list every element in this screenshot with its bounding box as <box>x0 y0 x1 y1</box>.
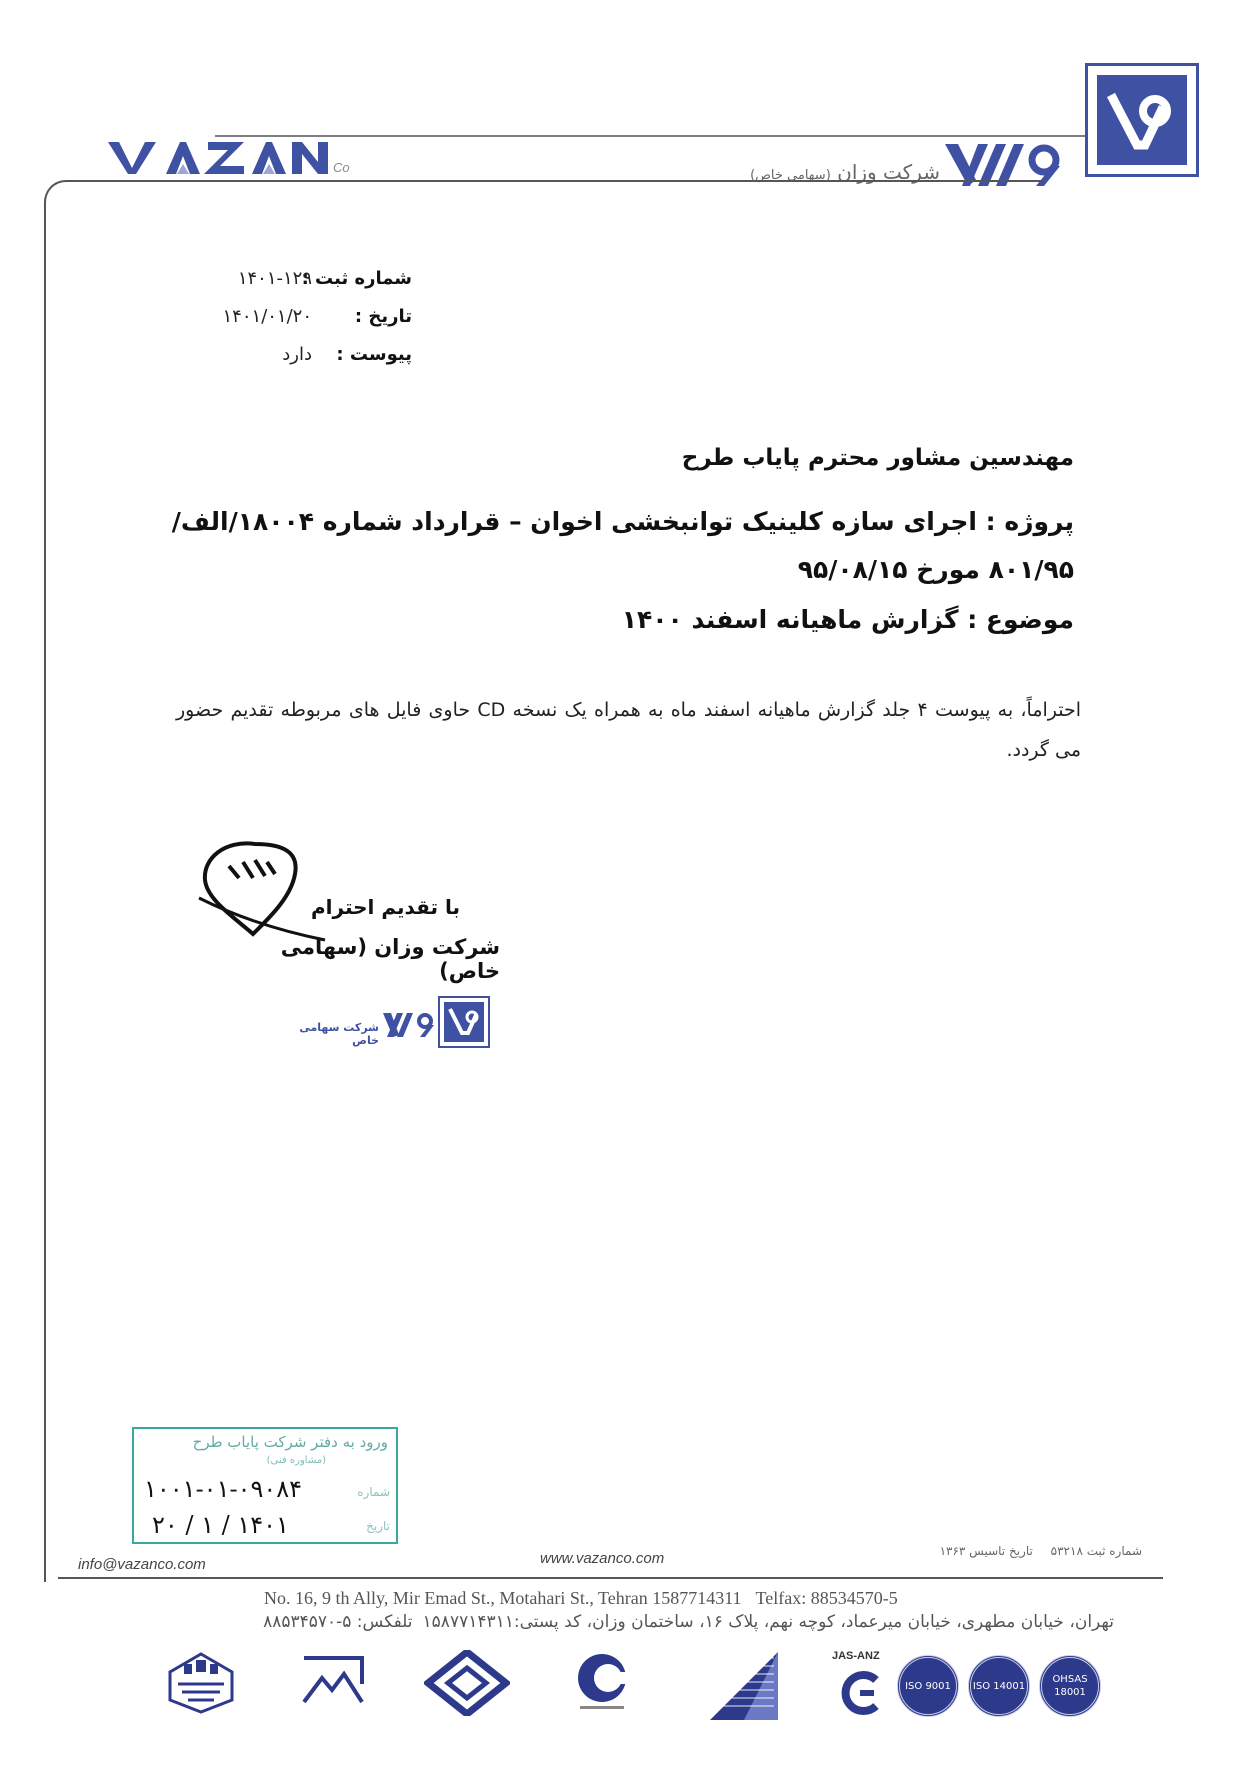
addressee: مهندسین مشاور محترم پایاب طرح <box>681 445 1074 471</box>
header-rule <box>215 135 1160 137</box>
footer-established: تاریخ تاسیس ۱۳۶۳ <box>939 1544 1033 1558</box>
footer-registration <box>926 1544 1142 1558</box>
company-type: (سهامی خاص) <box>750 168 831 183</box>
received-stamp-title: ورود به دفتر شرکت پایاب طرح <box>192 1433 388 1451</box>
registration-label: شماره ثبت : <box>301 268 412 289</box>
received-stamp-number-label: شماره <box>357 1485 390 1499</box>
association-logo-1 <box>162 1650 240 1716</box>
letter-body: احتراماً، به پیوست ۴ جلد گزارش ماهیانه اسفند ماه به همراه یک نسخه CD حاوی فایل های مربوطه تقدیم حضور می گردد. <box>176 699 1082 761</box>
registration-value: ۱۴۰۱-۱۲۹ <box>237 268 312 289</box>
attachment-label: پیوست : <box>336 344 412 365</box>
association-logo-2 <box>298 1650 368 1710</box>
vazan-logo-box <box>1085 63 1199 177</box>
wordmark-suffix: Co <box>333 160 350 175</box>
footer-address-fa-text: تهران، خیابان مطهری، خیابان میرعماد، کوچه نهم، پلاک ۱۶، ساختمان وزان، کد پستی:۱۵۸۷۷۱۴۳۱۱ <box>422 1612 1114 1632</box>
footer-rule <box>58 1577 1163 1579</box>
footer-website[interactable]: www.vazanco.com <box>540 1550 665 1567</box>
ohsas-18001-badge: OHSAS 18001 <box>1039 1655 1101 1717</box>
received-stamp-date: ۱۴۰۱ / ۱ / ۲۰ <box>152 1511 289 1539</box>
association-logo-3 <box>424 1650 510 1716</box>
received-stamp-subtitle: (مشاوره فنی) <box>266 1455 326 1466</box>
signatory: شرکت وزان (سهامی خاص) <box>280 935 500 983</box>
iso-9001-badge: ISO 9001 <box>897 1655 959 1717</box>
footer-address-en-text: No. 16, 9 th Ally, Mir Emad St., Motahari St., Tehran 1587714311 <box>264 1588 742 1608</box>
date-label: تاریخ : <box>354 306 412 327</box>
iso-14001-badge: ISO 14001 <box>968 1655 1030 1717</box>
closing-line: با تقدیم احترام <box>311 895 460 919</box>
jas-anz-logo <box>832 1650 898 1722</box>
received-stamp <box>132 1427 398 1544</box>
footer-telfax-fa: تلفکس: ۵-۸۸۵۳۴۵۷۰ <box>263 1612 413 1632</box>
subject-line: موضوع : گزارش ماهیانه اسفند ۱۴۰۰ <box>621 605 1074 634</box>
association-logo-4 <box>572 1650 632 1716</box>
footer-email[interactable]: info@vazanco.com <box>78 1556 206 1573</box>
company-name: شرکت وزان <box>837 160 940 184</box>
footer-address-en <box>264 1588 898 1609</box>
company-stamp <box>271 995 491 1059</box>
project-line: پروژه : اجرای سازه کلینیک توانبخشی اخوان – قرارداد شماره ۱۸۰۰۴/الف/۸۰۱/۹۵ مورخ ۹۵/۰۸/۱۵ <box>171 507 1074 584</box>
date-value: ۱۴۰۱/۰۱/۲۰ <box>222 306 312 327</box>
vazan-wordmark <box>108 138 333 176</box>
footer-address-fa <box>263 1612 1114 1632</box>
received-stamp-number: ۱۰۰۱-۰۱-۰۹۰۸۴ <box>144 1475 303 1503</box>
footer-telfax-en: Telfax: 88534570-5 <box>755 1588 898 1608</box>
footer-reg-number: شماره ثبت ۵۳۲۱۸ <box>1050 1544 1142 1558</box>
company-stamp-text: شرکت سهامی خاص <box>299 1021 379 1047</box>
attachment-value: دارد <box>282 344 312 365</box>
association-logo-5 <box>708 1650 780 1722</box>
jas-anz-label: JAS-ANZ <box>832 1650 880 1662</box>
received-stamp-date-label: تاریخ <box>366 1519 390 1533</box>
